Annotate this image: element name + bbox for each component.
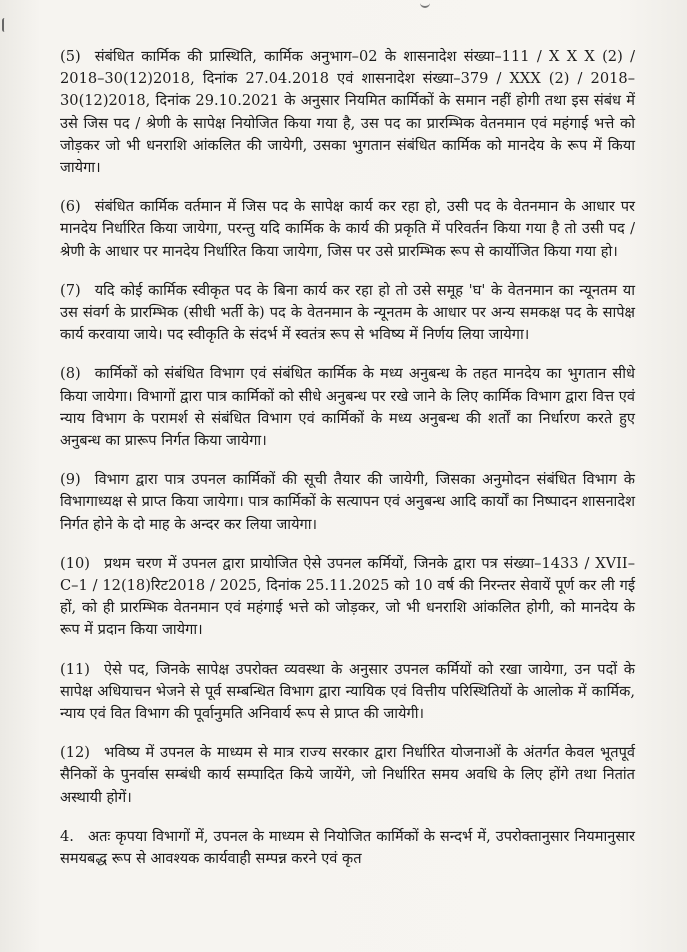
paragraph-number: (12): [60, 744, 90, 762]
paper-edge-mark: [2, 18, 7, 32]
paragraph-4: [60, 826, 635, 870]
paragraph-text: विभाग द्वारा पात्र उपनल कार्मिकों की सूची तैयार की जायेगी, जिसका अनुमोदन संबंधित विभाग के विभागाध्यक्ष से प्राप्त किया जायेगा। पात्र कार्मिकों के सत्यापन एवं अनुबन्ध आदि कार्यों का निष्पादन शासनादेश निर्गत होने के दो माह के अन्दर कर लिया जायेगा।: [60, 471, 635, 533]
paragraph-8: [60, 363, 635, 452]
paragraph-12: [60, 742, 635, 809]
paragraph-text: संबंधित कार्मिक की प्रास्थिति, कार्मिक अनुभाग–02 के शासनादेश संख्या–111 / X X X (2) / 2018–30(12)2018, दिनांक 27.04.2018 एवं शासनादेश संख्या–379 / XXX (2) / 2018–30(12)2018, दिनांक 29.10.2021 के अनुसार नियमित कार्मिकों के समान नहीं होगी तथा इस संबंध में उसे जिस पद / श्रेणी के सापेक्ष नियोजित किया गया है, उस पद का प्रारम्भिक वेतनमान एवं महंगाई भत्ते को जोड़कर जो भी धनराशि आंकलित की जायेगी, उसका भुगतान संबंधित कार्मिक को मानदेय के रूप में किया जायेगा।: [60, 48, 635, 177]
paragraph-6: [60, 196, 635, 263]
paragraph-text: ऐसे पद, जिनके सापेक्ष उपरोक्त व्यवस्था के अनुसार उपनल कर्मियों को रखा जायेगा, उन पदों के सापेक्ष अधियाचन भेजने से पूर्व सम्बन्धित विभाग द्वारा न्यायिक एवं वित्तीय परिस्थितियों के आलोक में कार्मिक, न्याय एवं वित विभाग की पूर्वानुमति अनिवार्य रूप से प्राप्त की जायेगी।: [60, 660, 635, 723]
paragraph-text: भविष्य में उपनल के माध्यम से मात्र राज्य सरकार द्वारा निर्धारित योजनाओं के अंतर्गत केवल भूतपूर्व सैनिकों के पुनर्वास सम्बंधी कार्य सम्पादित किये जायेंगे, जो निर्धारित समय अवधि के लिए होंगे तथा नितांत अस्थायी होगें।: [60, 744, 635, 806]
paragraph-11: [60, 659, 635, 726]
paragraph-text: कार्मिकों को संबंधित विभाग एवं संबंधित कार्मिक के मध्य अनुबन्ध के तहत मानदेय का भुगतान सीधे किया जायेगा। विभागों द्वारा पात्र कार्मिकों को सीधे अनुबन्ध पर रखे जाने के लिए कार्मिक विभाग द्वारा वित्त एवं न्याय विभाग के परामर्श से संबंधित विभाग एवं कार्मिकों के मध्य अनुबन्ध की शर्तों का निर्धारण करते हुए अनुबन्ध का प्रारूप निर्गत किया जायेगा।: [60, 365, 635, 450]
paragraph-number: (9): [60, 471, 81, 489]
paragraph-text: प्रथम चरण में उपनल द्वारा प्रायोजित ऐसे उपनल कर्मियों, जिनके द्वारा पत्र संख्या–1433 / XVII–C–1 / 12(18)रिट2018 / 2025, दिनांक 25.11.2025 को 10 वर्ष की निरन्तर सेवायें पूर्ण कर ली गई हों, को ही प्रारम्भिक वेतनमान एवं महंगाई भत्ते को जोड़कर, जो भी धनराशि आंकलित होगी, को मानदेय के रूप में प्रदान किया जायेगा।: [60, 554, 635, 639]
paragraph-number: (11): [60, 660, 90, 678]
paragraph-number: (5): [60, 48, 81, 65]
paragraph-text: यदि कोई कार्मिक स्वीकृत पद के बिना कार्य कर रहा हो तो उसे समूह 'घ' के वेतनमान का न्यूनतम या उस संवर्ग के प्रारम्भिक (सीधी भर्ती के) पद के वेतनमान के न्यूनतम के आधार पर अन्य समकक्ष पद के सापेक्ष कार्य करवाया जाये। पद स्वीकृति के संदर्भ में स्वतंत्र रूप से भविष्य में निर्णय लिया जायेगा।: [60, 281, 635, 344]
paragraph-5: [60, 46, 635, 179]
paragraph-number: (8): [60, 365, 81, 383]
document-body: [60, 46, 635, 887]
paragraph-9: [60, 469, 635, 536]
paragraph-number: (10): [60, 554, 90, 572]
paragraph-text: अतः कृपया विभागों में, उपनल के माध्यम से नियोजित कार्मिकों के सन्दर्भ में, उपरोक्तानुसार नियमानुसार समयबद्ध रूप से आवश्यक कार्यवाही सम्पन्न करने एवं कृत: [60, 827, 635, 868]
paper-fold-mark: [420, 0, 430, 8]
paragraph-number: (6): [60, 198, 81, 216]
paragraph-number: (7): [60, 281, 81, 299]
paragraph-text: संबंधित कार्मिक वर्तमान में जिस पद के सापेक्ष कार्य कर रहा हो, उसी पद के वेतनमान के आधार पर मानदेय निर्धारित किया जायेगा, परन्तु यदि कार्मिक के कार्य की प्रकृति में परिवर्तन किया गया है तो उसी पद / श्रेणी के आधार पर मानदेय निर्धारित किया जायेगा, जिस पर उसे प्रारम्भिक रूप से कार्योजित किया गया हो।: [60, 198, 635, 260]
paragraph-number: 4.: [60, 827, 74, 845]
paragraph-7: [60, 280, 635, 347]
paragraph-10: [60, 553, 635, 642]
